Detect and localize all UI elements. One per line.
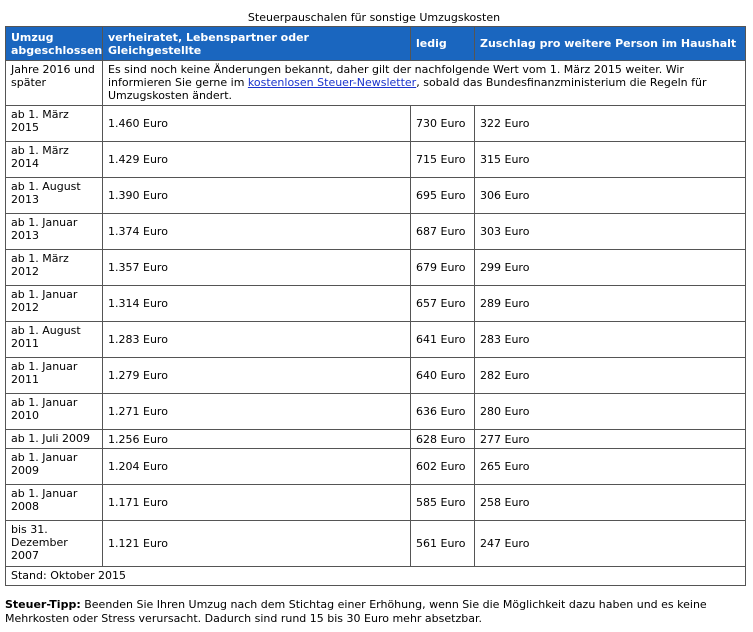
tax-tip-text: Beenden Sie Ihren Umzug nach dem Stichtag einer Erhöhung, wenn Sie die Möglichkeit dazu haben und es keine Mehrkosten oder Stress verursacht. Dadurch sind rund 15 bis 30 Euro mehr absetzbar. [5,598,707,625]
row-extra: 322 Euro [475,106,746,142]
header-extra-person: Zuschlag pro weitere Person im Haushalt [475,27,746,61]
row-date: ab 1. Januar 2011 [6,358,103,394]
newsletter-link[interactable]: kostenlosen Steuer-Newsletter [247,76,417,89]
row-married: 1.460 Euro [103,106,411,142]
row-single: 636 Euro [411,394,475,430]
row-single: 585 Euro [411,485,475,521]
tax-tip-label: Steuer-Tipp: [5,598,81,611]
header-married: verheiratet, Lebenspartner oder Gleichgestellte [103,27,411,61]
row-date: ab 1. Juli 2009 [6,430,103,449]
row-married: 1.271 Euro [103,394,411,430]
table-row [6,449,746,485]
row-single: 641 Euro [411,322,475,358]
header-row [6,27,746,61]
tax-tip [5,598,745,626]
row-married: 1.279 Euro [103,358,411,394]
row-date: bis 31. Dezember 2007 [6,521,103,567]
table-caption: Steuerpauschalen für sonstige Umzugskosten [247,11,501,24]
table-row [6,214,746,250]
footer-row [6,567,746,586]
row-date: ab 1. Januar 2012 [6,286,103,322]
header-moved: Umzug abgeschlossen [6,27,103,61]
row-married: 1.390 Euro [103,178,411,214]
info-text [103,61,746,106]
row-single: 730 Euro [411,106,475,142]
row-married: 1.357 Euro [103,250,411,286]
row-single: 561 Euro [411,521,475,567]
row-single: 602 Euro [411,449,475,485]
row-married: 1.283 Euro [103,322,411,358]
row-date: ab 1. August 2013 [6,178,103,214]
table-row [6,322,746,358]
row-married: 1.374 Euro [103,214,411,250]
row-date: ab 1. Januar 2009 [6,449,103,485]
row-married: 1.256 Euro [103,430,411,449]
row-single: 715 Euro [411,142,475,178]
row-extra: 258 Euro [475,485,746,521]
row-date: ab 1. März 2015 [6,106,103,142]
table-row [6,286,746,322]
row-extra: 315 Euro [475,142,746,178]
row-extra: 289 Euro [475,286,746,322]
row-extra: 299 Euro [475,250,746,286]
table-row [6,521,746,567]
row-extra: 282 Euro [475,358,746,394]
status-note: Stand: Oktober 2015 [6,567,746,586]
row-married: 1.314 Euro [103,286,411,322]
row-married: 1.171 Euro [103,485,411,521]
row-extra: 306 Euro [475,178,746,214]
row-date: ab 1. März 2014 [6,142,103,178]
row-extra: 247 Euro [475,521,746,567]
row-extra: 303 Euro [475,214,746,250]
row-single: 657 Euro [411,286,475,322]
info-date: Jahre 2016 und später [6,61,103,106]
row-date: ab 1. Januar 2010 [6,394,103,430]
row-married: 1.429 Euro [103,142,411,178]
table-row [6,430,746,449]
table-row [6,394,746,430]
row-date: ab 1. Januar 2013 [6,214,103,250]
row-single: 679 Euro [411,250,475,286]
info-row [6,61,746,106]
table-row [6,106,746,142]
row-single: 695 Euro [411,178,475,214]
table-row [6,250,746,286]
row-date: ab 1. Januar 2008 [6,485,103,521]
row-single: 640 Euro [411,358,475,394]
row-single: 628 Euro [411,430,475,449]
table-row [6,178,746,214]
table-row [6,485,746,521]
row-extra: 280 Euro [475,394,746,430]
row-extra: 265 Euro [475,449,746,485]
info-text-after: , sobald das Bundesfinanzministerium die Regeln für Umzugskosten ändert. [108,76,707,102]
row-married: 1.121 Euro [103,521,411,567]
row-single: 687 Euro [411,214,475,250]
row-date: ab 1. August 2011 [6,322,103,358]
row-extra: 277 Euro [475,430,746,449]
row-married: 1.204 Euro [103,449,411,485]
header-single: ledig [411,27,475,61]
row-extra: 283 Euro [475,322,746,358]
table-row [6,142,746,178]
moving-costs-table [5,26,746,586]
table-row [6,358,746,394]
info-text-before: Es sind noch keine Änderungen bekannt, daher gilt der nachfolgende Wert vom 1. März 2015 weiter. Wir informieren Sie gerne im [108,63,684,89]
row-date: ab 1. März 2012 [6,250,103,286]
